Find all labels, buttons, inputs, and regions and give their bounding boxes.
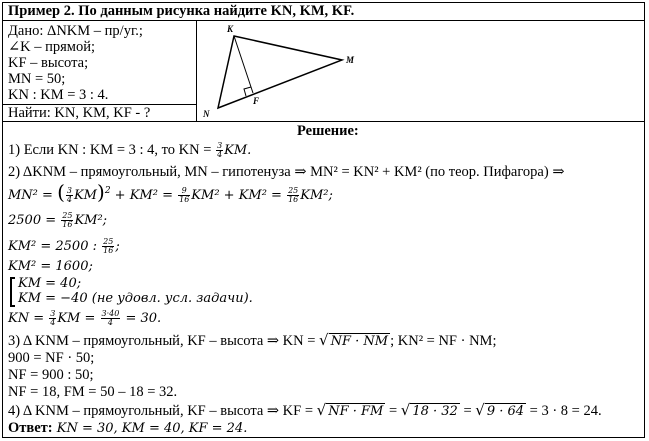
fraction xyxy=(287,187,299,204)
equation-line-5 xyxy=(8,238,120,255)
equation-line-8: KM = −40 (не удовл. усл. задачи). xyxy=(18,291,253,306)
label-n: N xyxy=(203,109,210,119)
equation-line-7: KM = 40; xyxy=(18,276,82,291)
right-angle-mark xyxy=(244,87,251,96)
frac-num: 25 xyxy=(62,211,73,220)
given-line-1: Дано: ΔNKM – пр/уг.; xyxy=(8,23,143,39)
step-2: 2) ΔKNM – прямоугольный, MN – гипотенуза ⇒ MN² = KN² + KM² (по теор. Пифагора) ⇒ xyxy=(8,164,565,180)
sqrt-icon: √ xyxy=(316,401,327,419)
frac-num: 3·40 xyxy=(101,309,120,318)
given-line-4: MN = 50; xyxy=(8,71,66,87)
sqrt-icon: √ xyxy=(400,401,411,419)
eq9-a: KN = xyxy=(8,311,49,326)
frac-den: 4 xyxy=(50,318,56,327)
step-4-text: 4) Δ KNM – прямоугольный, KF – высота ⇒ KF = xyxy=(8,403,317,419)
eq9-b: KM = xyxy=(57,311,100,326)
find-line: Найти: KN, KM, KF - ? xyxy=(8,105,151,121)
label-k: K xyxy=(227,24,234,34)
frac-num: 25 xyxy=(103,237,114,246)
equation-line-4 xyxy=(8,212,107,229)
radicand: 9 · 64 xyxy=(486,404,525,419)
given-divider xyxy=(196,20,197,121)
equation-line-6: KM² = 1600; xyxy=(8,259,93,274)
frac-den: 16 xyxy=(62,220,73,229)
answer-label: Ответ: xyxy=(8,420,53,436)
fraction xyxy=(102,238,114,255)
frac-num: 3 xyxy=(217,141,223,151)
frac-den: 4 xyxy=(107,318,113,327)
equation-line-3 xyxy=(8,180,333,204)
eq9-c: = 30. xyxy=(121,311,162,326)
step-3-tail: ; KN² = NF · NM; xyxy=(390,333,497,349)
step-1 xyxy=(8,142,251,159)
eq3-e: KM² + KM² = xyxy=(191,188,287,203)
fraction xyxy=(101,310,121,327)
eq-sign: = xyxy=(385,403,401,419)
triangle-figure xyxy=(200,22,360,120)
eq5-a: KM² = 2500 : xyxy=(8,239,102,254)
frac-num: 25 xyxy=(288,186,299,195)
given-line-5: KN : KM = 3 : 4. xyxy=(8,87,109,103)
sqrt-icon: √ xyxy=(319,331,329,349)
radicand: NF · NM xyxy=(330,334,389,349)
eq3-f: KM²; xyxy=(300,188,333,203)
given-bottom-divider xyxy=(2,121,645,122)
eq4-a: 2500 = xyxy=(8,213,61,228)
eq4-b: KM²; xyxy=(74,213,108,228)
fraction xyxy=(61,212,73,229)
answer-line xyxy=(8,420,247,437)
paren-open: ( xyxy=(57,180,65,204)
label-m: M xyxy=(346,55,355,65)
fraction xyxy=(178,187,190,204)
frac-den: 4 xyxy=(66,195,72,204)
step-3-text: 3) Δ KNM – прямоугольный, KF – высота ⇒ KN = xyxy=(8,333,320,349)
eq3-b: KM xyxy=(73,188,97,203)
eq5-b: ; xyxy=(115,239,120,254)
step-1-text: 1) Если KN : KM = 3 : 4, то KN = xyxy=(8,142,216,158)
triangle-nkm xyxy=(218,36,342,108)
problem-title: Пример 2. По данным рисунка найдите KN, KM, KF. xyxy=(8,3,355,19)
system-brace xyxy=(10,277,15,307)
frac-num: 9 xyxy=(178,187,190,196)
fraction xyxy=(66,187,73,204)
fraction xyxy=(49,310,56,327)
frac-num: 3 xyxy=(66,186,72,195)
frac-den: 16 xyxy=(288,195,299,204)
frac-den: 16 xyxy=(103,246,114,255)
step-4-tail: = 3 · 8 = 24. xyxy=(526,403,602,419)
given-line-2: ∠K – прямой; xyxy=(8,39,96,55)
title-divider xyxy=(2,20,645,21)
step-3 xyxy=(8,332,496,350)
given-line-3: KF – высота; xyxy=(8,55,89,71)
frac-den: 16 xyxy=(179,195,190,204)
eq3-a: MN² = xyxy=(8,188,58,203)
label-f: F xyxy=(253,96,260,106)
exp-2: 2 xyxy=(104,186,111,196)
frac-num: 3 xyxy=(50,309,56,318)
equation-line-9 xyxy=(8,310,161,327)
sqrt-icon: √ xyxy=(475,401,485,419)
altitude-kf xyxy=(234,36,253,93)
answer-text: KN = 30, KM = 40, KF = 24. xyxy=(52,421,248,436)
radicand: NF · FM xyxy=(328,404,384,419)
step-1-tail: KM. xyxy=(224,143,252,158)
equation-line-13: NF = 18, FM = 50 – 18 = 32. xyxy=(8,384,178,400)
fraction xyxy=(216,142,223,159)
radicand: 18 · 32 xyxy=(412,404,458,419)
paren-close: ) xyxy=(97,180,105,204)
equation-line-11: 900 = NF · 50; xyxy=(8,350,95,366)
eq3-c: + KM² = xyxy=(110,188,178,203)
eq-sign: = xyxy=(459,403,476,419)
frac-den: 4 xyxy=(217,150,223,160)
step-4 xyxy=(8,402,602,420)
equation-line-12: NF = 900 : 50; xyxy=(8,367,94,383)
solution-heading: Решение: xyxy=(297,123,359,139)
